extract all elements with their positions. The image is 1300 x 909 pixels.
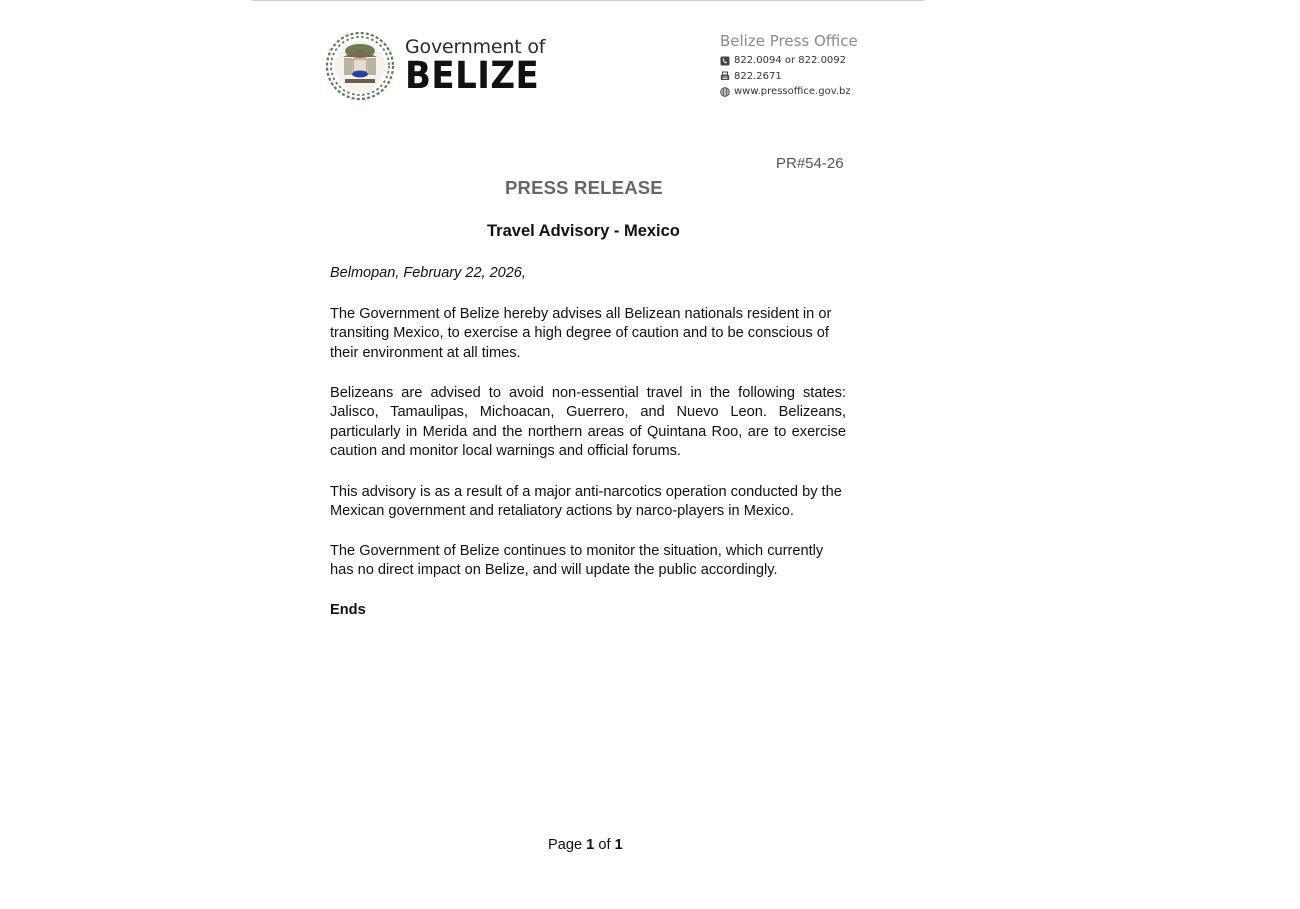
government-logo-text [405,36,551,97]
website-link[interactable]: www.pressoffice.gov.bz [734,86,851,98]
fax-icon [720,71,730,81]
globe-icon [720,87,730,97]
total-pages: 1 [614,837,623,853]
press-release-number: PR#54-26 [776,155,844,172]
coat-of-arms-seal-icon [323,29,397,103]
website-row [720,84,858,100]
body-paragraph: The Government of Belize hereby advises all Belizean nationals resident in or transiting Mexico, to exercise a high degree of caution and to be conscious of their environment at all times. [330,306,832,361]
current-page: 1 [586,837,595,853]
fax-number: 822.2671 [734,70,782,82]
phone-row [720,53,858,69]
phone-numbers: 822.0094 or 822.0092 [734,55,847,67]
of-word: of [598,837,611,853]
dateline: Belmopan, February 22, 2026, [330,265,526,281]
fax-row [720,69,858,85]
press-office-title: Belize Press Office [720,32,858,50]
page-number-footer [548,837,623,853]
body-paragraph: The Government of Belize continues to monitor the situation, which currently has no direct impact on Belize, and will update the public accordingly. [330,543,824,579]
page-word: Page [548,837,583,853]
phone-icon [720,56,730,66]
logo-line-belize: BELIZE [405,54,540,97]
body-paragraph: Belizeans are advised to avoid non-essential travel in the following states: Jalisco, Tamaulipas, Michoacan, Guerrero, and Nuevo Leon. Belizeans, particularly in Merida and the northern areas of Quintana Roo, are to exercise caution and monitor local warnings and official forums. [330,385,846,460]
closing-ends: Ends [330,602,366,618]
press-office-contact [720,32,858,100]
body-paragraph: This advisory is as a result of a major anti-narcotics operation conducted by the Mexican government and retaliatory actions by narco-players in Mexico. [330,484,842,520]
press-release-title: Travel Advisory - Mexico [487,222,680,240]
logo-line-government-of: Government of [405,36,546,58]
press-release-heading: PRESS RELEASE [505,177,663,198]
